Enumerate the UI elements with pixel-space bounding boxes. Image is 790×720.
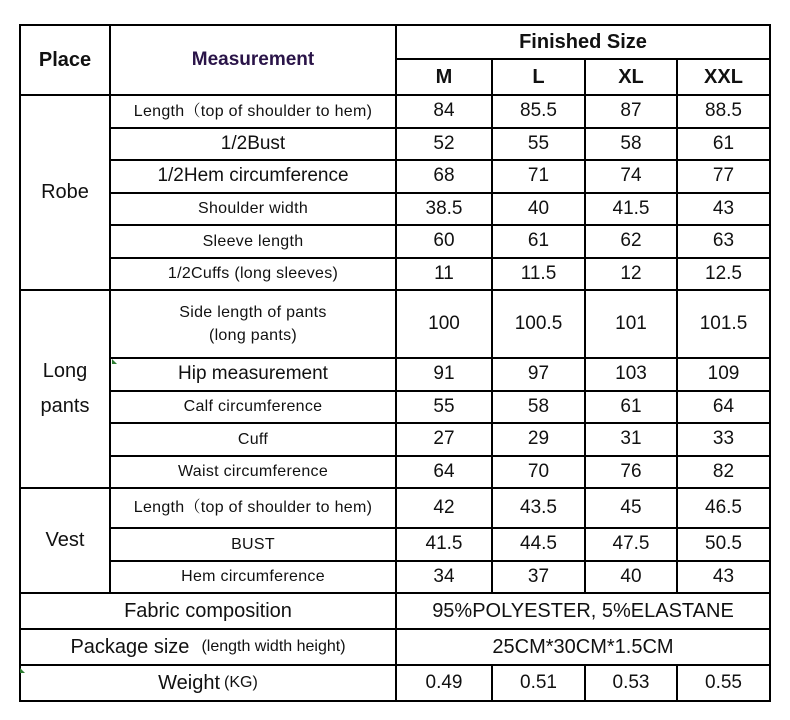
size-value-xxl: 64 xyxy=(678,392,771,425)
size-value-xxl: 61 xyxy=(678,129,771,162)
header-place: Place xyxy=(19,24,111,96)
package-size-label xyxy=(19,630,397,666)
measurement-label: Side length of pants (long pants) xyxy=(111,291,397,359)
size-value-xl: 101 xyxy=(586,291,678,359)
measurement-label: Sleeve length xyxy=(111,226,397,259)
size-value-xl: 103 xyxy=(586,359,678,392)
size-value-xl: 47.5 xyxy=(586,529,678,562)
size-value-m: 64 xyxy=(397,457,493,490)
size-value-xl: 74 xyxy=(586,161,678,194)
size-value-m: 42 xyxy=(397,489,493,529)
fabric-composition-value: 95%POLYESTER, 5%ELASTANE xyxy=(397,594,771,630)
size-value-l: 43.5 xyxy=(493,489,586,529)
size-value-l: 100.5 xyxy=(493,291,586,359)
size-value-l: 97 xyxy=(493,359,586,392)
size-value-m: 68 xyxy=(397,161,493,194)
size-value-l: 85.5 xyxy=(493,96,586,129)
size-value-l: 37 xyxy=(493,562,586,595)
fabric-composition-label: Fabric composition xyxy=(19,594,397,630)
size-value-m: 52 xyxy=(397,129,493,162)
corner-mark xyxy=(20,668,25,673)
measurement-label: 1/2Bust xyxy=(111,129,397,162)
weight-label xyxy=(19,666,397,702)
measurement-label: Waist circumference xyxy=(111,457,397,490)
header-size-xxl: XXL xyxy=(678,60,771,96)
measurement-label: Length（top of shoulder to hem) xyxy=(111,489,397,529)
size-value-xxl: 63 xyxy=(678,226,771,259)
size-value-m: 60 xyxy=(397,226,493,259)
header-size-l: L xyxy=(493,60,586,96)
weight-value-l: 0.51 xyxy=(493,666,586,702)
size-value-l: 55 xyxy=(493,129,586,162)
size-value-xl: 76 xyxy=(586,457,678,490)
measurement-label: 1/2Hem circumference xyxy=(111,161,397,194)
size-value-xxl: 101.5 xyxy=(678,291,771,359)
size-value-m: 100 xyxy=(397,291,493,359)
size-value-xxl: 43 xyxy=(678,562,771,595)
size-value-xxl: 50.5 xyxy=(678,529,771,562)
size-value-m: 38.5 xyxy=(397,194,493,227)
size-value-l: 71 xyxy=(493,161,586,194)
header-finished-size: Finished Size xyxy=(397,24,771,60)
measurement-label: Hem circumference xyxy=(111,562,397,595)
size-value-xl: 40 xyxy=(586,562,678,595)
size-value-xl: 62 xyxy=(586,226,678,259)
size-value-xl: 31 xyxy=(586,424,678,457)
measurement-label: Calf circumference xyxy=(111,392,397,425)
size-value-l: 29 xyxy=(493,424,586,457)
size-value-l: 61 xyxy=(493,226,586,259)
size-value-xxl: 46.5 xyxy=(678,489,771,529)
size-value-xxl: 109 xyxy=(678,359,771,392)
size-value-m: 27 xyxy=(397,424,493,457)
measurement-label: Cuff xyxy=(111,424,397,457)
size-value-xxl: 88.5 xyxy=(678,96,771,129)
package-size-note: (length width height) xyxy=(201,638,346,656)
weight-text: Weight xyxy=(158,671,221,694)
size-value-m: 55 xyxy=(397,392,493,425)
size-value-m: 84 xyxy=(397,96,493,129)
corner-mark xyxy=(112,359,117,364)
size-value-l: 11.5 xyxy=(493,259,586,292)
size-value-xxl: 43 xyxy=(678,194,771,227)
package-size-value: 25CM*30CM*1.5CM xyxy=(397,630,771,666)
size-value-xl: 12 xyxy=(586,259,678,292)
weight-unit: (KG) xyxy=(224,674,258,692)
size-value-xxl: 12.5 xyxy=(678,259,771,292)
size-value-m: 91 xyxy=(397,359,493,392)
size-value-xxl: 77 xyxy=(678,161,771,194)
weight-value-m: 0.49 xyxy=(397,666,493,702)
measurement-label: 1/2Cuffs (long sleeves) xyxy=(111,259,397,292)
size-value-xxl: 82 xyxy=(678,457,771,490)
size-value-m: 34 xyxy=(397,562,493,595)
group-label: Robe xyxy=(19,96,111,291)
header-size-xl: XL xyxy=(586,60,678,96)
size-value-xxl: 33 xyxy=(678,424,771,457)
size-value-l: 40 xyxy=(493,194,586,227)
weight-value-xl: 0.53 xyxy=(586,666,678,702)
size-value-xl: 45 xyxy=(586,489,678,529)
header-measurement: Measurement xyxy=(111,24,397,96)
package-size-text: Package size xyxy=(70,635,190,658)
size-value-m: 41.5 xyxy=(397,529,493,562)
size-value-l: 44.5 xyxy=(493,529,586,562)
size-value-xl: 41.5 xyxy=(586,194,678,227)
size-value-l: 58 xyxy=(493,392,586,425)
size-value-xl: 58 xyxy=(586,129,678,162)
size-value-xl: 61 xyxy=(586,392,678,425)
measurement-label: Shoulder width xyxy=(111,194,397,227)
group-label: Vest xyxy=(19,489,111,594)
size-value-l: 70 xyxy=(493,457,586,490)
measurement-label: BUST xyxy=(111,529,397,562)
group-label: Long pants xyxy=(19,291,111,489)
size-value-m: 11 xyxy=(397,259,493,292)
size-value-xl: 87 xyxy=(586,96,678,129)
weight-value-xxl: 0.55 xyxy=(678,666,771,702)
measurement-label: Hip measurement xyxy=(111,359,397,392)
header-size-m: M xyxy=(397,60,493,96)
measurement-label: Length（top of shoulder to hem) xyxy=(111,96,397,129)
